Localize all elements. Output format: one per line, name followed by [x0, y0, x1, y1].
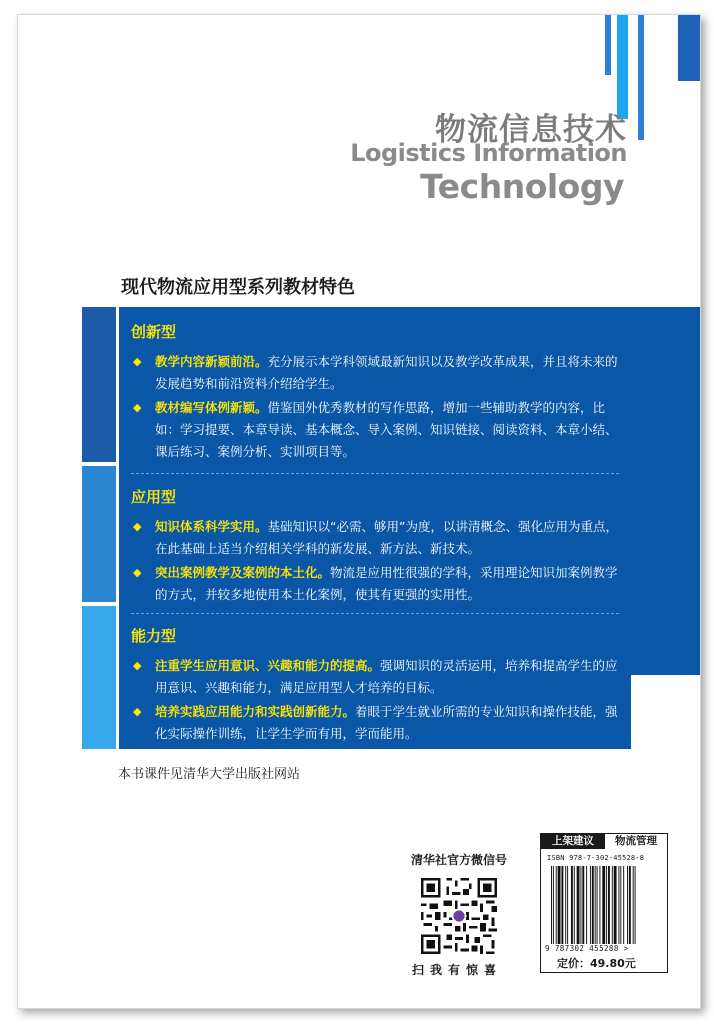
- barcode-bar: [586, 866, 587, 944]
- barcode-bar: [556, 866, 557, 944]
- bullet-highlight: 突出案例教学及案例的本土化。: [155, 565, 331, 580]
- barcode-bar: [627, 866, 628, 944]
- decorative-stripe: [678, 15, 701, 81]
- barcode-bar: [577, 866, 580, 944]
- barcode-bar: [595, 866, 596, 944]
- barcode-bar: [606, 866, 607, 944]
- ean-digits: 9 787302 455288 >: [545, 944, 629, 953]
- section-divider: [131, 473, 619, 474]
- side-color-blocks: [82, 307, 116, 749]
- barcode-bar: [592, 866, 594, 944]
- side-block-3: [82, 606, 116, 749]
- decorative-stripe: [638, 15, 644, 140]
- barcode-bar: [567, 866, 568, 944]
- barcode-bar: [565, 866, 566, 944]
- barcode-box: [540, 833, 668, 973]
- section-divider: [131, 613, 619, 614]
- book-title-chinese: 物流信息技术: [435, 112, 627, 148]
- bullet-highlight: 培养实践应用能力和实践创新能力。: [155, 704, 356, 719]
- barcode-bar: [623, 866, 624, 944]
- diamond-bullet-icon: ◆: [133, 566, 142, 579]
- barcode-bar: [629, 866, 631, 944]
- bullet-highlight: 注重学生应用意识、兴趣和能力的提高。: [155, 658, 381, 673]
- diamond-bullet-icon: ◆: [133, 659, 142, 672]
- qr-code-icon: [418, 875, 500, 957]
- decorative-stripe: [605, 15, 611, 75]
- barcode-icon: [549, 866, 661, 944]
- shelf-suggestion: [541, 834, 667, 849]
- bullet-highlight: 教材编写体例新颖。: [155, 400, 268, 415]
- price: 定价：49.80元: [557, 957, 636, 970]
- bullet-highlight: 教学内容新颖前沿。: [155, 354, 268, 369]
- book-title-english-line2: Technology: [420, 167, 624, 206]
- barcode-bar: [599, 866, 600, 944]
- bullet-text: 基础知识以“必需、够用”为度，以讲清概念、强化应用为重点，在此基础上适当介绍相关学科的新发展、新方法、新技术。: [155, 519, 618, 556]
- wechat-label: 清华社官方微信号: [411, 853, 508, 867]
- bullet-text: 充分展示本学科领域最新知识以及教学改革成果，并且将未来的发展趋势和前沿资料介绍给学生。: [155, 354, 618, 391]
- bullet-text: 强调知识的灵活运用，培养和提高学生的应用意识、兴趣和能力，满足应用型人才培养的目标。: [155, 658, 618, 695]
- barcode-bar: [614, 866, 617, 944]
- bullet-text: 借鉴国外优秀教材的写作思路，增加一些辅助教学的内容，比如：学习提要、本章导读、基本概念、导入案例、知识链接、阅读资料、本章小结、课后练习、案例分析、实训项目等。: [155, 400, 618, 459]
- diamond-bullet-icon: ◆: [133, 355, 142, 368]
- barcode-bar: [561, 866, 563, 944]
- side-block-2: [82, 466, 116, 602]
- bullet-highlight: 知识体系科学实用。: [155, 519, 268, 534]
- diamond-bullet-icon: ◆: [133, 401, 142, 414]
- barcode-bar: [633, 866, 634, 944]
- barcode-bar: [553, 866, 554, 944]
- barcode-bar: [597, 866, 598, 944]
- barcode-bar: [612, 866, 613, 944]
- shelf-category: 物流管理: [615, 835, 657, 847]
- courseware-note: 本书课件见清华大学出版社网站: [118, 767, 301, 782]
- diamond-bullet-icon: ◆: [133, 520, 142, 533]
- bullet-item: [133, 562, 623, 606]
- barcode-bar: [582, 866, 584, 944]
- features-panel: [119, 307, 631, 749]
- panel-extension: [631, 307, 701, 675]
- barcode-bar: [571, 866, 573, 944]
- barcode-bar: [608, 866, 610, 944]
- isbn-text: ISBN 978-7-302-45528-8: [547, 854, 645, 862]
- barcode-bar: [590, 866, 591, 944]
- barcode-bar: [635, 866, 636, 944]
- side-block-1: [82, 307, 116, 462]
- features-heading: 现代物流应用型系列教材特色: [121, 277, 355, 298]
- barcode-bar: [558, 866, 561, 944]
- barcode-bar: [574, 866, 575, 944]
- barcode-bar: [618, 866, 619, 944]
- section-title: 创新型: [131, 323, 177, 341]
- bullet-text: 物流是应用性很强的学科，采用理论知识加案例教学的方式，并较多地使用本土化案例，使其有更强的实用性。: [155, 565, 618, 602]
- barcode-bar: [602, 866, 605, 944]
- section-title: 应用型: [131, 488, 177, 506]
- barcode-bar: [580, 866, 581, 944]
- bullet-item: [133, 351, 623, 395]
- bullet-item: [133, 655, 623, 699]
- scan-label: 扫我有惊喜: [412, 963, 503, 977]
- barcode-bar: [620, 866, 621, 944]
- section-title: 能力型: [131, 627, 177, 645]
- bullet-text: 着眼于学生就业所需的专业知识和操作技能，强化实际操作训练，让学生学而有用，学而能用。: [155, 704, 618, 741]
- shelf-label: 上架建议: [541, 834, 605, 849]
- bullet-item: [133, 701, 623, 745]
- book-back-cover: [17, 14, 701, 1009]
- bullet-item: [133, 397, 623, 463]
- bullet-item: [133, 516, 623, 560]
- diamond-bullet-icon: ◆: [133, 705, 142, 718]
- barcode-bar: [551, 866, 552, 944]
- book-title-english-line1: Logistics Information: [350, 139, 627, 167]
